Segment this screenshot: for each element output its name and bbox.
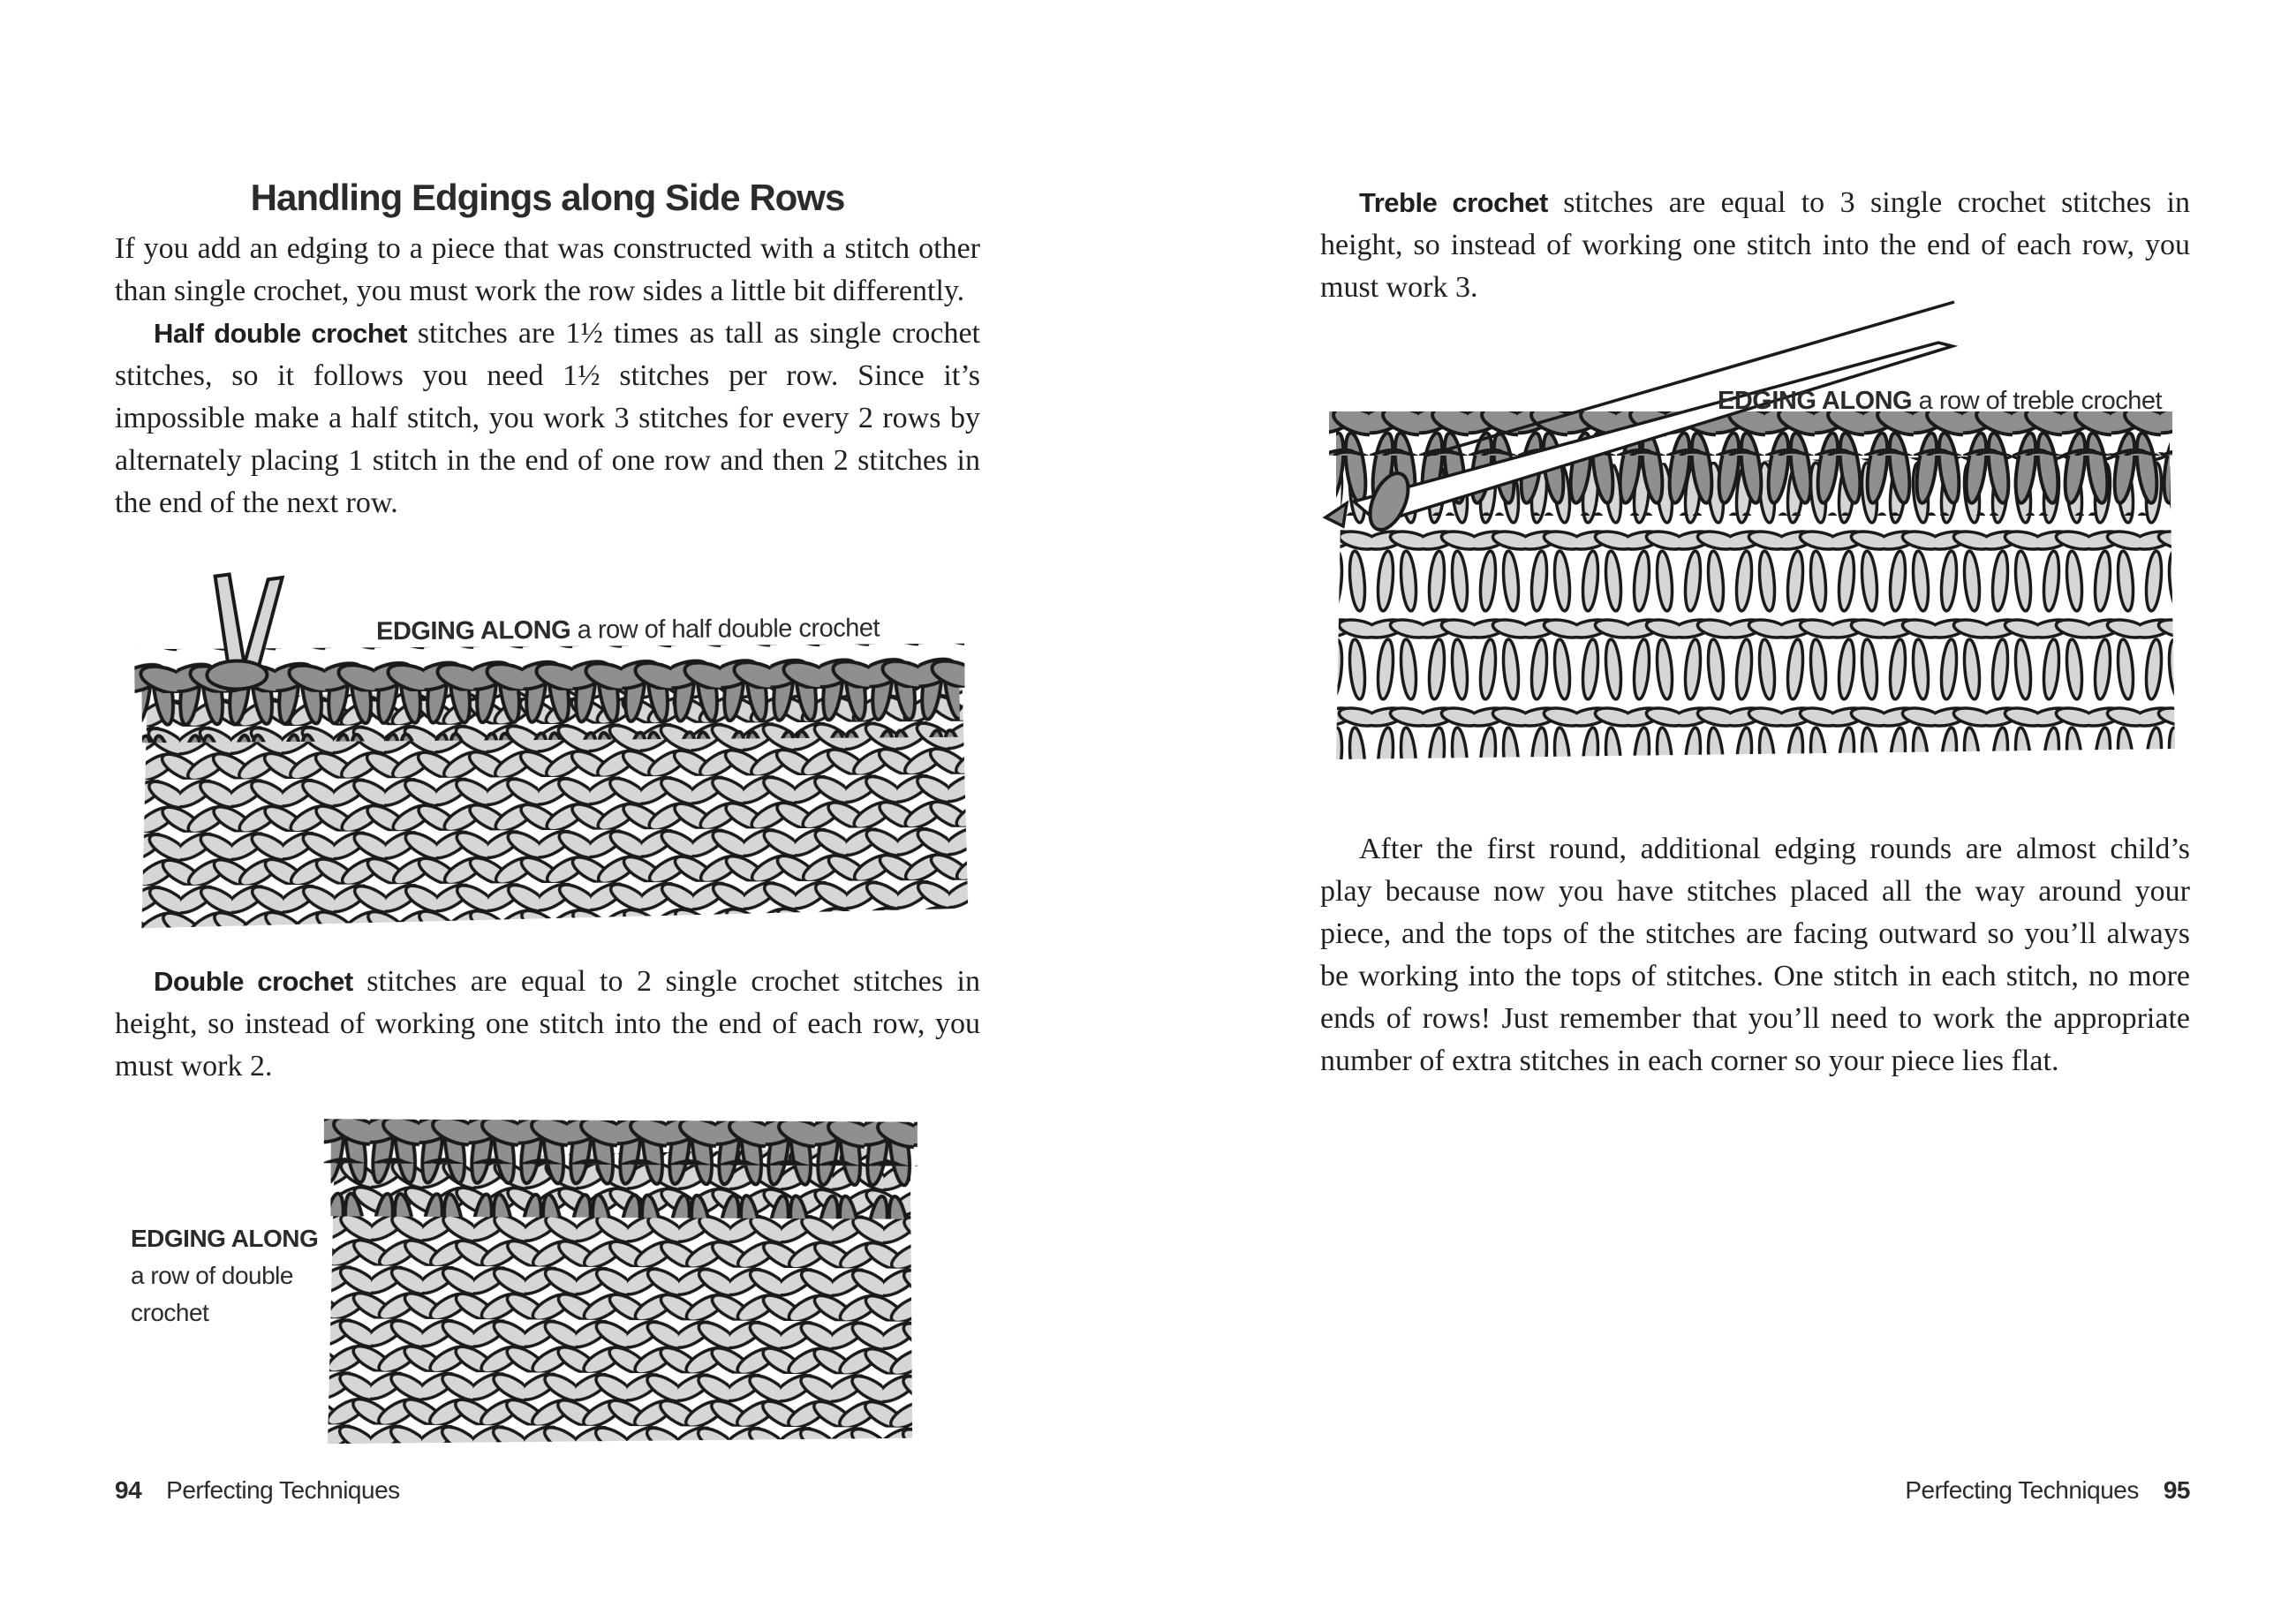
figure-half-double-crochet xyxy=(127,562,973,939)
figure-caption-rest: a row of half double crochet xyxy=(570,614,880,645)
paragraph-double-text: stitches are equal to 2 single crochet stitches in height, so instead of working one stitch into the end of each row, you must work 2. xyxy=(115,965,980,1083)
figure-caption-bold: EDGING ALONG xyxy=(375,615,571,646)
page-number: 95 xyxy=(2163,1476,2190,1504)
figure-caption xyxy=(1718,387,2162,416)
footer-left xyxy=(115,1476,400,1505)
double-crochet-lead: Double crochet xyxy=(154,966,353,997)
page-title: Handling Edgings along Side Rows xyxy=(250,177,845,218)
paragraph-treble-text: stitches are equal to 3 single crochet stitches in height, so instead of working one stitch into the end of each row, you must work 3. xyxy=(1320,186,2191,304)
footer-section-title: Perfecting Techniques xyxy=(1905,1476,2139,1504)
edging-chain-row xyxy=(324,1119,918,1166)
figure2-caption-bold: EDGING ALONG xyxy=(131,1225,319,1252)
figure2-caption-line3: crochet xyxy=(131,1299,209,1326)
paragraph-half-double xyxy=(115,313,980,524)
paragraph-after-first-round xyxy=(1320,828,2190,1083)
figure-double-crochet xyxy=(319,1106,921,1454)
treble-crochet-illustration xyxy=(1320,265,2194,768)
left-text-block-2 xyxy=(115,961,980,1088)
paragraph-after-text: After the first round, additional edging rounds are almost child’s play because now you have stitches placed all the way around your piece, and the tops of the stitches are facing outward so you’ll always be working into the tops of stitches. One stitch in each stitch, no more ends of rows! Just remember that you’ll need to work the appropriate number of extra stitches in each corner so your piece lies flat. xyxy=(1320,833,2190,1077)
paragraph-half-double-text: stitches are 1½ times as tall as single crochet stitches, so it follows you need 1½ stitches per row. Since it’s impossible make a half stitch, you work 3 stitches for every 2 rows by alternately placing 1 stitch in the end of one row and then 2 stitches in the end of the next row. xyxy=(115,317,980,519)
right-text-block-2 xyxy=(1320,828,2190,1083)
figure-caption-rest: a row of treble crochet xyxy=(1912,387,2163,415)
double-crochet-illustration xyxy=(319,1106,921,1454)
page-number: 94 xyxy=(115,1476,142,1504)
figure-treble-crochet xyxy=(1320,265,2194,768)
figure2-caption-line2: a row of double xyxy=(131,1262,293,1289)
edging-chain-row xyxy=(1329,411,2172,456)
footer-right xyxy=(1320,1476,2190,1505)
half-double-crochet-lead: Half double crochet xyxy=(154,318,407,349)
paragraph-intro xyxy=(115,228,980,313)
footer-section-title: Perfecting Techniques xyxy=(166,1476,400,1504)
left-text-block xyxy=(115,228,980,524)
figure-caption xyxy=(376,614,880,646)
figure-caption-bold: EDGING ALONG xyxy=(1718,387,1913,415)
treble-crochet-lead: Treble crochet xyxy=(1359,187,1548,218)
paragraph-double xyxy=(115,961,980,1088)
paragraph-intro-text: If you add an edging to a piece that was constructed with a stitch other than single crochet, you must work the row sides a little bit differently. xyxy=(115,232,980,307)
